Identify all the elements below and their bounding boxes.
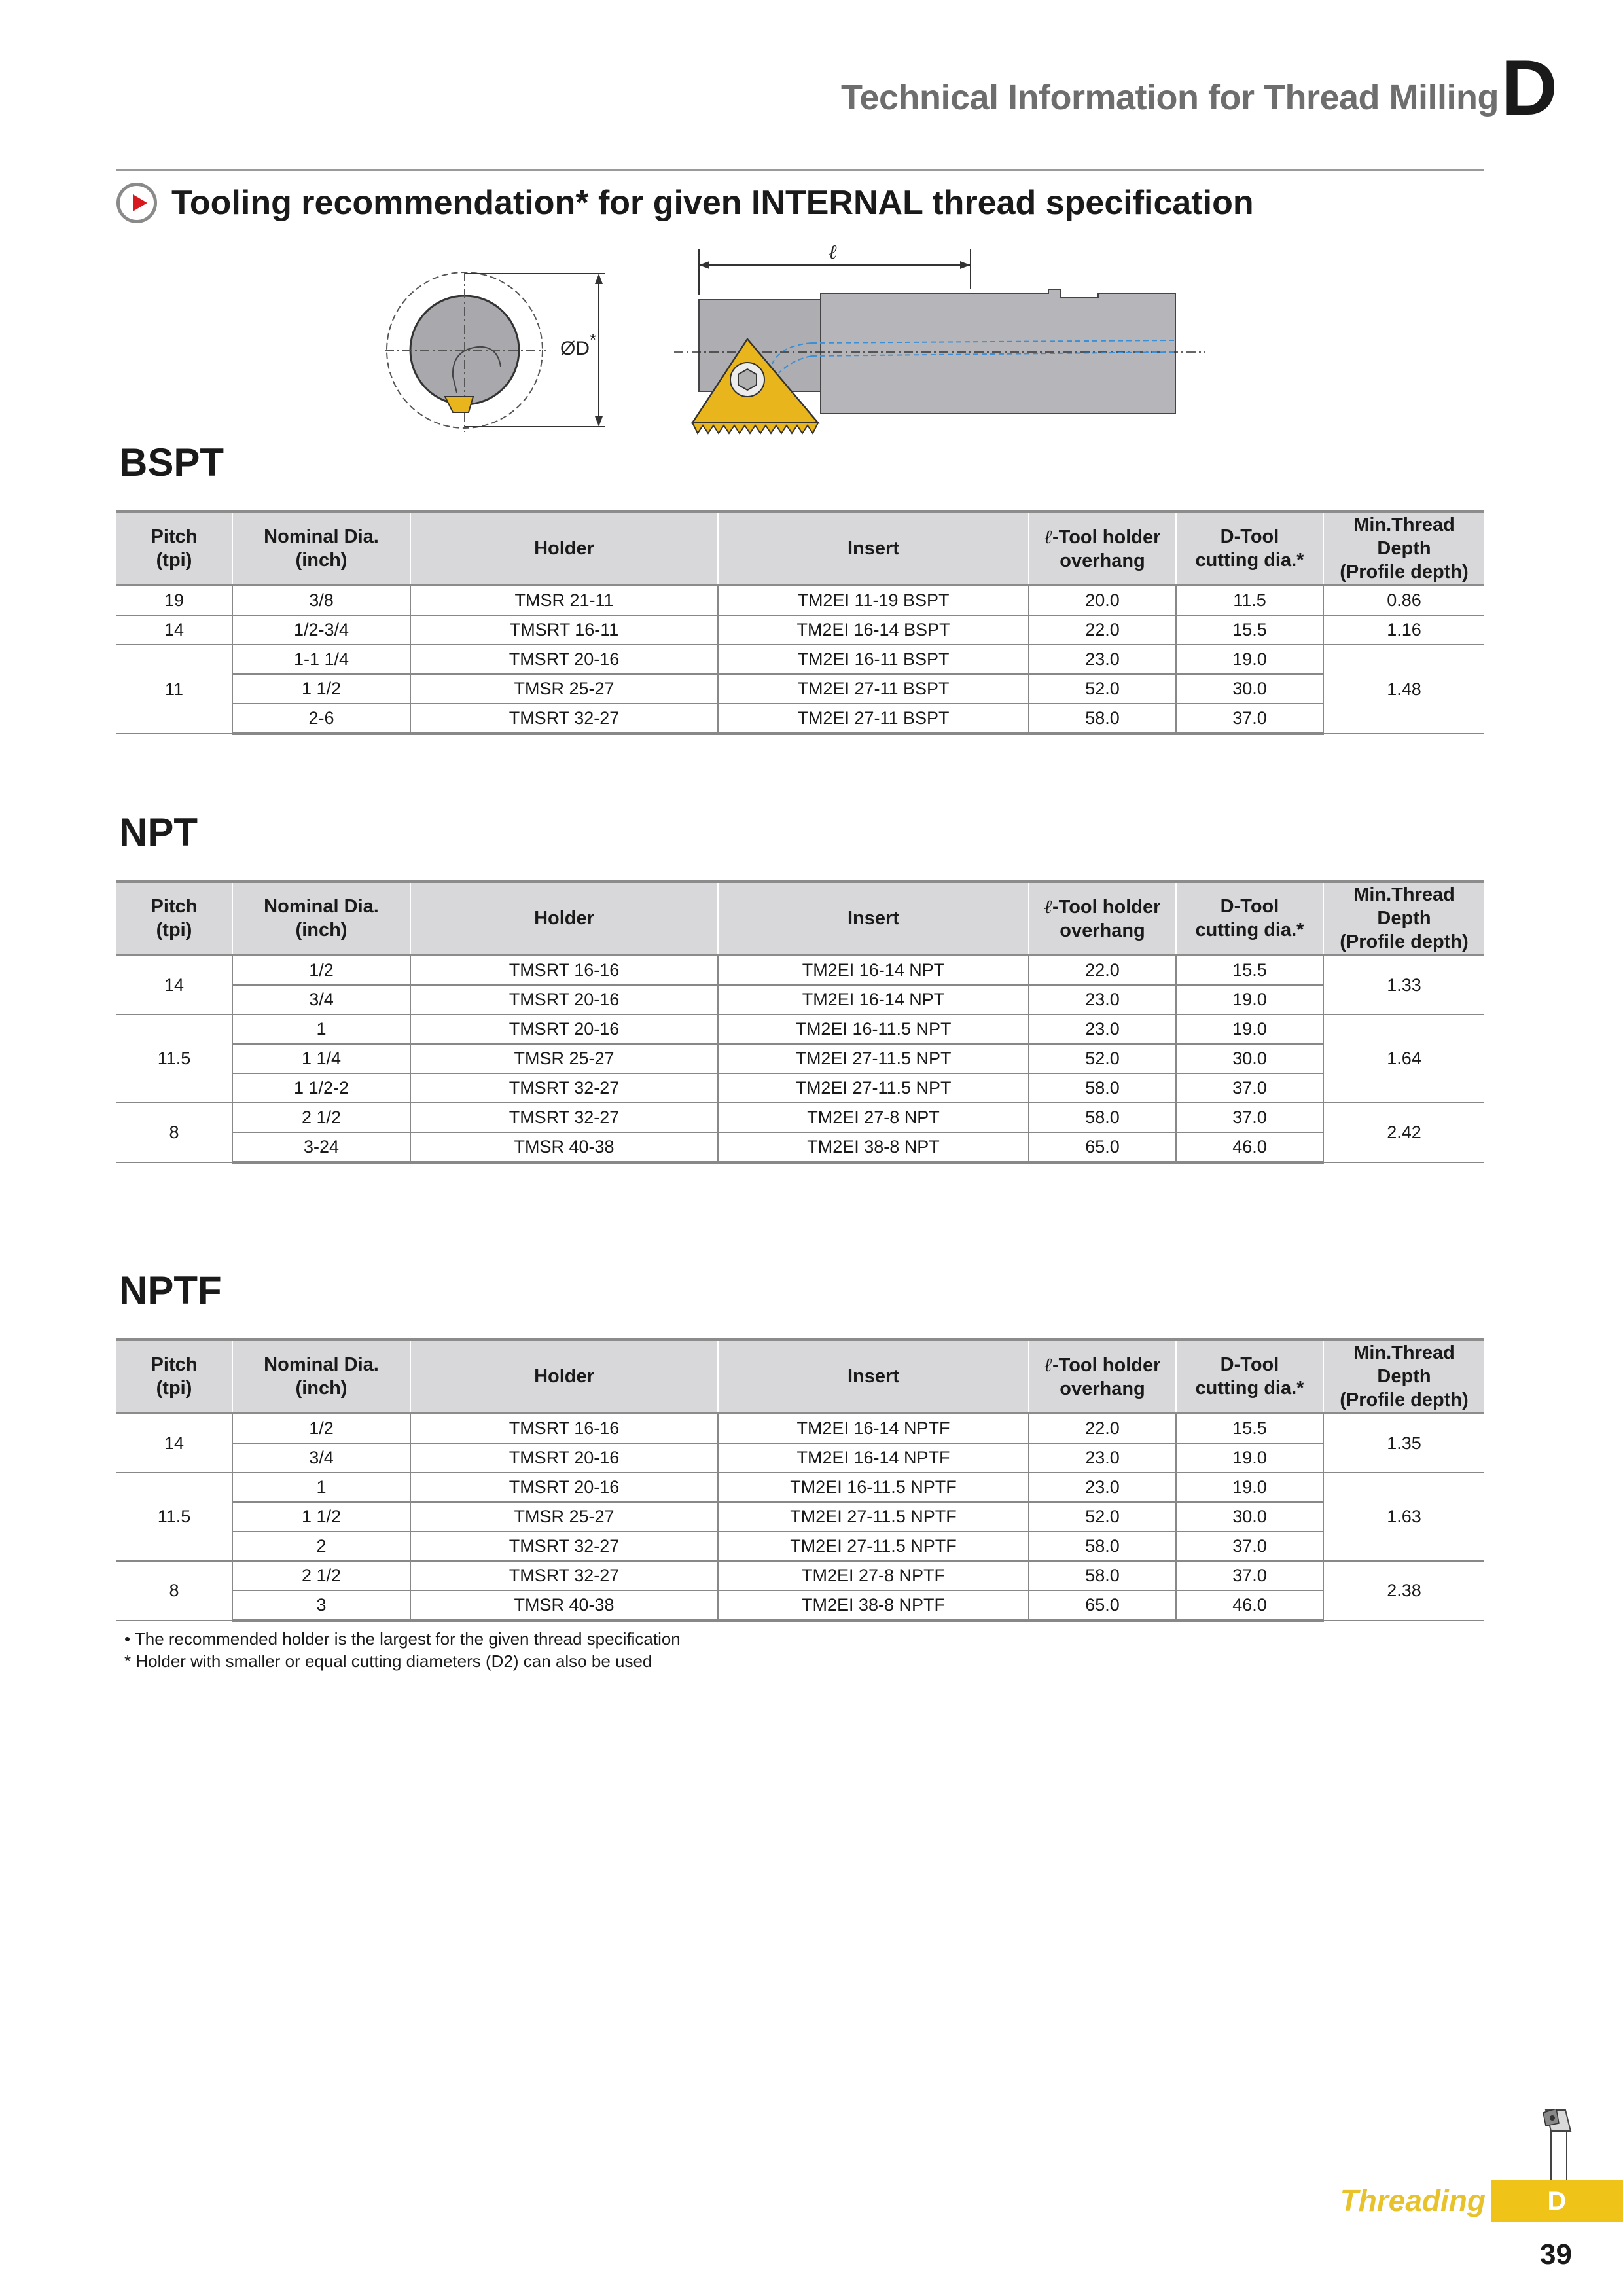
nominal-cell: 1/2 (232, 1413, 410, 1443)
overhang-cell: 52.0 (1029, 1502, 1176, 1532)
overhang-cell: 52.0 (1029, 1044, 1176, 1073)
dtool-cell: 37.0 (1176, 704, 1323, 734)
overhang-cell: 58.0 (1029, 704, 1176, 734)
pitch-cell: 14 (116, 955, 232, 1014)
table-row (116, 1073, 1484, 1103)
col-dtool: D-Tool cutting dia.* (1176, 882, 1323, 956)
section-heading (116, 177, 1254, 229)
holder-cell: TMSRT 32-27 (410, 1561, 718, 1590)
svg-text:*: * (590, 330, 597, 350)
nominal-cell: 1-1 1/4 (232, 645, 410, 674)
holder-cell: TMSRT 32-27 (410, 1532, 718, 1561)
bspt-title: BSPT (119, 440, 224, 484)
tool-side-view (674, 249, 1205, 433)
insert-cell: TM2EI 16-14 BSPT (718, 615, 1029, 645)
depth-cell: 1.33 (1323, 955, 1484, 1014)
dtool-cell: 37.0 (1176, 1532, 1323, 1561)
holder-cell: TMSRT 20-16 (410, 1443, 718, 1473)
holder-cell: TMSR 25-27 (410, 1502, 718, 1532)
table-row (116, 1132, 1484, 1162)
chapter-label: Threading (1340, 2183, 1486, 2217)
pitch-cell: 14 (116, 615, 232, 645)
insert-cell: TM2EI 27-11 BSPT (718, 704, 1029, 734)
depth-cell: 1.64 (1323, 1014, 1484, 1103)
nominal-cell: 3/4 (232, 985, 410, 1014)
depth-cell: 1.35 (1323, 1413, 1484, 1473)
insert-cell: TM2EI 16-11.5 NPTF (718, 1473, 1029, 1502)
table-header-row (116, 882, 1484, 956)
insert-cell: TM2EI 27-11.5 NPT (718, 1044, 1029, 1073)
holder-cell: TMSRT 20-16 (410, 645, 718, 674)
pitch-cell: 11.5 (116, 1473, 232, 1561)
dtool-cell: 15.5 (1176, 1413, 1323, 1443)
dtool-cell: 19.0 (1176, 1014, 1323, 1044)
table-row (116, 955, 1484, 985)
pitch-cell: 19 (116, 585, 232, 615)
col-nominal: Nominal Dia. (inch) (232, 882, 410, 956)
col-pitch: Pitch (tpi) (116, 1340, 232, 1414)
holder-cell: TMSRT 32-27 (410, 1103, 718, 1132)
footnote: * Holder with smaller or equal cutting diameters (D2) can also be used (124, 1651, 652, 1671)
section-letter: D (1501, 44, 1558, 132)
holder-cell: TMSRT 20-16 (410, 1473, 718, 1502)
overhang-cell: 58.0 (1029, 1561, 1176, 1590)
holder-cell: TMSR 25-27 (410, 1044, 718, 1073)
dtool-cell: 19.0 (1176, 985, 1323, 1014)
depth-cell: 1.63 (1323, 1473, 1484, 1561)
insert-cell: TM2EI 16-11 BSPT (718, 645, 1029, 674)
table-row (116, 1014, 1484, 1044)
nominal-cell: 1 (232, 1014, 410, 1044)
nominal-cell: 2-6 (232, 704, 410, 734)
play-bullet-icon (116, 183, 157, 223)
pitch-cell: 11.5 (116, 1014, 232, 1103)
table-row (116, 615, 1484, 645)
insert-cell: TM2EI 27-11 BSPT (718, 674, 1029, 704)
insert-cell: TM2EI 16-14 NPTF (718, 1413, 1029, 1443)
nominal-cell: 1/2 (232, 955, 410, 985)
diameter-label (560, 330, 596, 359)
footnote: • The recommended holder is the largest for the given thread specification (124, 1629, 681, 1649)
npt-title: NPT (119, 810, 198, 854)
col-overhang: ℓ-Tool holder overhang (1029, 882, 1176, 956)
table-header-row (116, 1340, 1484, 1414)
dtool-cell: 37.0 (1176, 1073, 1323, 1103)
overhang-cell: 23.0 (1029, 1014, 1176, 1044)
nominal-cell: 1 1/2-2 (232, 1073, 410, 1103)
dtool-cell: 30.0 (1176, 1502, 1323, 1532)
overhang-cell: 22.0 (1029, 1413, 1176, 1443)
col-depth: Min.Thread Depth (Profile depth) (1323, 512, 1484, 586)
dtool-cell: 15.5 (1176, 615, 1323, 645)
holder-cell: TMSRT 16-16 (410, 955, 718, 985)
col-depth: Min.Thread Depth (Profile depth) (1323, 882, 1484, 956)
col-holder: Holder (410, 1340, 718, 1414)
overhang-cell: 22.0 (1029, 955, 1176, 985)
table-row (116, 585, 1484, 615)
table-row (116, 1413, 1484, 1443)
table-row (116, 1532, 1484, 1561)
overhang-cell: 65.0 (1029, 1590, 1176, 1621)
insert-cell: TM2EI 16-14 NPT (718, 985, 1029, 1014)
nptf-title: NPTF (119, 1268, 222, 1312)
insert-cell: TM2EI 27-11.5 NPT (718, 1073, 1029, 1103)
col-insert: Insert (718, 512, 1029, 586)
table-row (116, 645, 1484, 674)
header-divider (116, 169, 1484, 171)
col-overhang: ℓ-Tool holder overhang (1029, 512, 1176, 586)
col-overhang: ℓ-Tool holder overhang (1029, 1340, 1176, 1414)
overhang-cell: 23.0 (1029, 1443, 1176, 1473)
holder-cell: TMSRT 32-27 (410, 1073, 718, 1103)
holder-cell: TMSRT 32-27 (410, 704, 718, 734)
dtool-cell: 30.0 (1176, 674, 1323, 704)
overhang-cell: 23.0 (1029, 1473, 1176, 1502)
thread-milling-diagram (380, 236, 1270, 445)
depth-cell: 0.86 (1323, 585, 1484, 615)
page-header-title: Technical Information for Thread Milling (840, 78, 1499, 117)
table-header-row (116, 512, 1484, 586)
holder-cell: TMSRT 20-16 (410, 985, 718, 1014)
holder-cell: TMSRT 16-16 (410, 1413, 718, 1443)
pitch-cell: 8 (116, 1103, 232, 1162)
overhang-cell: 52.0 (1029, 674, 1176, 704)
npt-table (116, 880, 1484, 1164)
insert-cell: TM2EI 27-8 NPTF (718, 1561, 1029, 1590)
overhang-cell: 20.0 (1029, 585, 1176, 615)
nominal-cell: 1 (232, 1473, 410, 1502)
insert-cell: TM2EI 38-8 NPTF (718, 1590, 1029, 1621)
depth-cell: 2.42 (1323, 1103, 1484, 1162)
col-nominal: Nominal Dia. (inch) (232, 1340, 410, 1414)
chapter-tab-letter: D (1547, 2186, 1567, 2215)
dtool-cell: 19.0 (1176, 1473, 1323, 1502)
dtool-cell: 37.0 (1176, 1103, 1323, 1132)
overhang-cell: 23.0 (1029, 985, 1176, 1014)
nominal-cell: 2 (232, 1532, 410, 1561)
pitch-cell: 14 (116, 1413, 232, 1473)
insert-cell: TM2EI 16-11.5 NPT (718, 1014, 1029, 1044)
holder-cell: TMSRT 16-11 (410, 615, 718, 645)
dtool-cell: 11.5 (1176, 585, 1323, 615)
footnotes (124, 1628, 681, 1672)
nominal-cell: 1 1/2 (232, 674, 410, 704)
page-number: 39 (1540, 2238, 1572, 2270)
holder-cell: TMSR 40-38 (410, 1590, 718, 1621)
nominal-cell: 1 1/4 (232, 1044, 410, 1073)
svg-text:ØD: ØD (560, 338, 590, 359)
table-row (116, 1502, 1484, 1532)
insert-cell: TM2EI 27-8 NPT (718, 1103, 1029, 1132)
pitch-cell: 11 (116, 645, 232, 734)
table-row (116, 1443, 1484, 1473)
table-row (116, 985, 1484, 1014)
table-row (116, 704, 1484, 734)
col-pitch: Pitch (tpi) (116, 882, 232, 956)
dtool-cell: 30.0 (1176, 1044, 1323, 1073)
nominal-cell: 3/8 (232, 585, 410, 615)
overhang-cell: 58.0 (1029, 1073, 1176, 1103)
col-dtool: D-Tool cutting dia.* (1176, 512, 1323, 586)
insert-cell: TM2EI 16-14 NPT (718, 955, 1029, 985)
holder-cell: TMSR 21-11 (410, 585, 718, 615)
insert-cell: TM2EI 27-11.5 NPTF (718, 1502, 1029, 1532)
table-row (116, 1561, 1484, 1590)
dtool-cell: 46.0 (1176, 1132, 1323, 1162)
col-insert: Insert (718, 1340, 1029, 1414)
holder-cell: TMSRT 20-16 (410, 1014, 718, 1044)
depth-cell: 1.16 (1323, 615, 1484, 645)
bspt-table (116, 510, 1484, 735)
nptf-table (116, 1338, 1484, 1622)
holder-cell: TMSR 25-27 (410, 674, 718, 704)
depth-cell: 1.48 (1323, 645, 1484, 734)
overhang-cell: 23.0 (1029, 645, 1176, 674)
depth-cell: 2.38 (1323, 1561, 1484, 1621)
dtool-cell: 19.0 (1176, 1443, 1323, 1473)
col-holder: Holder (410, 512, 718, 586)
length-label: ℓ (829, 241, 837, 264)
col-depth: Min.Thread Depth (Profile depth) (1323, 1340, 1484, 1414)
table-row (116, 1103, 1484, 1132)
nominal-cell: 3/4 (232, 1443, 410, 1473)
overhang-cell: 22.0 (1029, 615, 1176, 645)
col-insert: Insert (718, 882, 1029, 956)
nominal-cell: 2 1/2 (232, 1103, 410, 1132)
dtool-cell: 37.0 (1176, 1561, 1323, 1590)
table-row (116, 1590, 1484, 1621)
insert-cell: TM2EI 38-8 NPT (718, 1132, 1029, 1162)
insert-cell: TM2EI 11-19 BSPT (718, 585, 1029, 615)
overhang-cell: 65.0 (1029, 1132, 1176, 1162)
insert-cell: TM2EI 27-11.5 NPTF (718, 1532, 1029, 1561)
dtool-cell: 15.5 (1176, 955, 1323, 985)
overhang-cell: 58.0 (1029, 1532, 1176, 1561)
nominal-cell: 1 1/2 (232, 1502, 410, 1532)
section-title: Tooling recommendation* for given INTERNAL thread specification (171, 184, 1254, 222)
col-pitch: Pitch (tpi) (116, 512, 232, 586)
nominal-cell: 3-24 (232, 1132, 410, 1162)
col-nominal: Nominal Dia. (inch) (232, 512, 410, 586)
table-row (116, 674, 1484, 704)
dtool-cell: 19.0 (1176, 645, 1323, 674)
holder-cell: TMSR 40-38 (410, 1132, 718, 1162)
col-holder: Holder (410, 882, 718, 956)
nominal-cell: 1/2-3/4 (232, 615, 410, 645)
pitch-cell: 8 (116, 1561, 232, 1621)
nominal-cell: 2 1/2 (232, 1561, 410, 1590)
table-row (116, 1044, 1484, 1073)
table-row (116, 1473, 1484, 1502)
overhang-cell: 58.0 (1029, 1103, 1176, 1132)
insert-cell: TM2EI 16-14 NPTF (718, 1443, 1029, 1473)
nominal-cell: 3 (232, 1590, 410, 1621)
col-dtool: D-Tool cutting dia.* (1176, 1340, 1323, 1414)
dtool-cell: 46.0 (1176, 1590, 1323, 1621)
